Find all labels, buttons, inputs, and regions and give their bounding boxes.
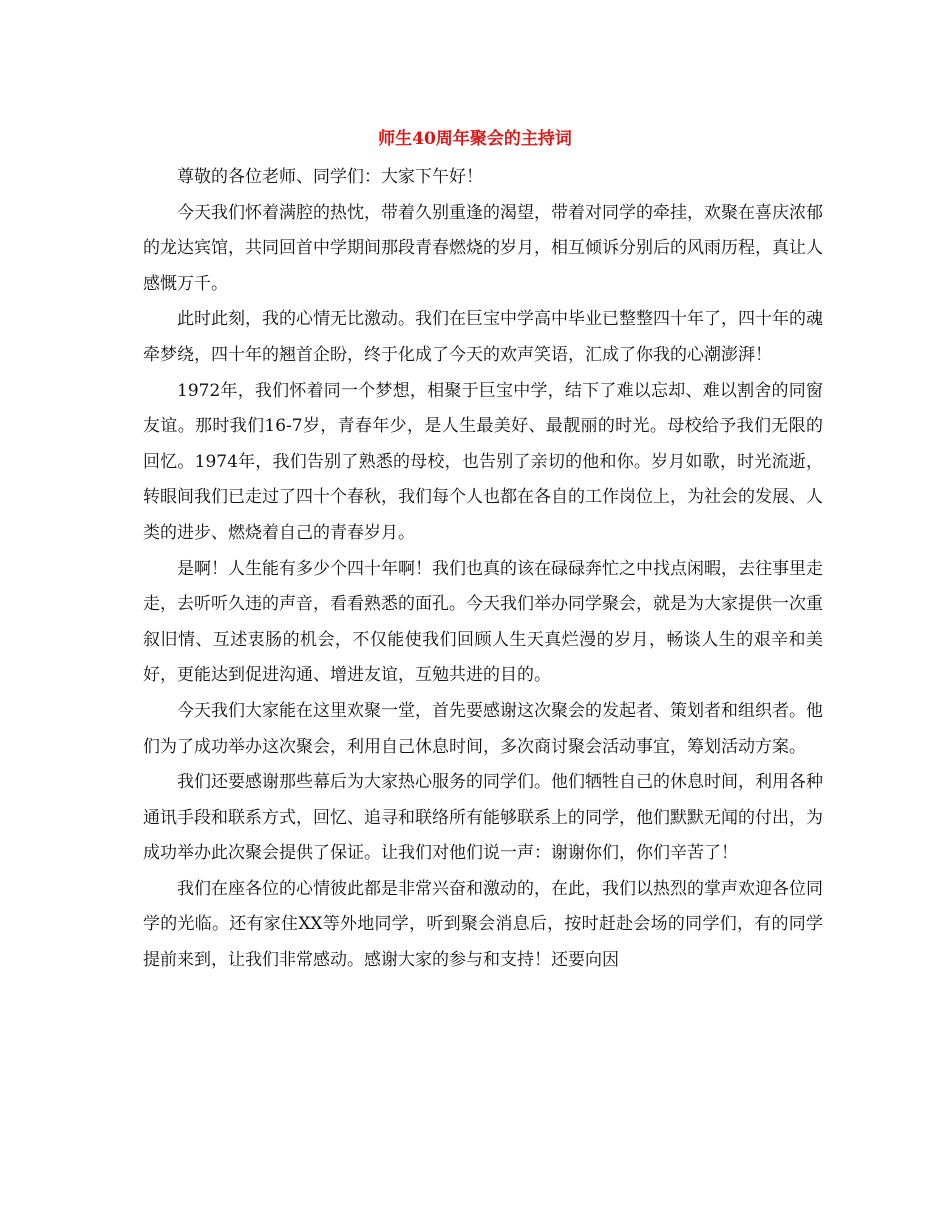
document-body bbox=[143, 160, 823, 979]
paragraph: 今天我们怀着满腔的热忱，带着久别重逢的渴望，带着对同学的牵挂，欢聚在喜庆浓郁的龙达宾馆，共同回首中学期间那段青春燃烧的岁月，相互倾诉分别后的风雨历程，真让人感慨万千。 bbox=[143, 202, 823, 294]
document-title: 师生40周年聚会的主持词 bbox=[378, 129, 572, 149]
paragraph: 1972年，我们怀着同一个梦想，相聚于巨宝中学，结下了难以忘却、难以割舍的同窗友谊。那时我们16-7岁，青春年少，是人生最美好、最靓丽的时光。母校给予我们无限的回忆。1974年，我们告别了熟悉的母校，也告别了亲切的他和你。岁月如歌，时光流逝，转眼间我们已走过了四十个春秋，我们每个人也都在各自的工作岗位上，为社会的发展、人类的进步、燃烧着自己的青春岁月。 bbox=[143, 380, 823, 543]
paragraph: 此时此刻，我的心情无比激动。我们在巨宝中学高中毕业已整整四十年了，四十年的魂牵梦绕，四十年的翘首企盼，终于化成了今天的欢声笑语，汇成了你我的心潮澎湃！ bbox=[143, 309, 823, 365]
paragraph-greeting: 尊敬的各位老师、同学们：大家下午好！ bbox=[177, 167, 483, 187]
paragraph: 我们还要感谢那些幕后为大家热心服务的同学们。他们牺牲自己的休息时间，利用各种通讯手段和联系方式，回忆、追寻和联络所有能够联系上的同学，他们默默无闻的付出，为成功举办此次聚会提供了保证。让我们对他们说一声：谢谢你们，你们辛苦了！ bbox=[143, 772, 823, 864]
paragraph: 今天我们大家能在这里欢聚一堂，首先要感谢这次聚会的发起者、策划者和组织者。他们为了成功举办这次聚会，利用自己休息时间，多次商讨聚会活动事宜，筹划活动方案。 bbox=[143, 700, 823, 757]
paragraph: 是啊！人生能有多少个四十年啊！我们也真的该在碌碌奔忙之中找点闲暇，去往事里走走，去听听久违的声音，看看熟悉的面孔。今天我们举办同学聚会，就是为大家提供一次重叙旧情、互述衷肠的机会，不仅能使我们回顾人生天真烂漫的岁月，畅谈人生的艰辛和美好，更能达到促进沟通、增进友谊，互勉共进的目的。 bbox=[143, 558, 823, 686]
paragraph: 我们在座各位的心情彼此都是非常兴奋和激动的，在此，我们以热烈的掌声欢迎各位同学的光临。还有家住XX等外地同学，听到聚会消息后，按时赶赴会场的同学们，有的同学提前来到，让我们非常感动。感谢大家的参与和支持！还要向因 bbox=[143, 878, 823, 971]
